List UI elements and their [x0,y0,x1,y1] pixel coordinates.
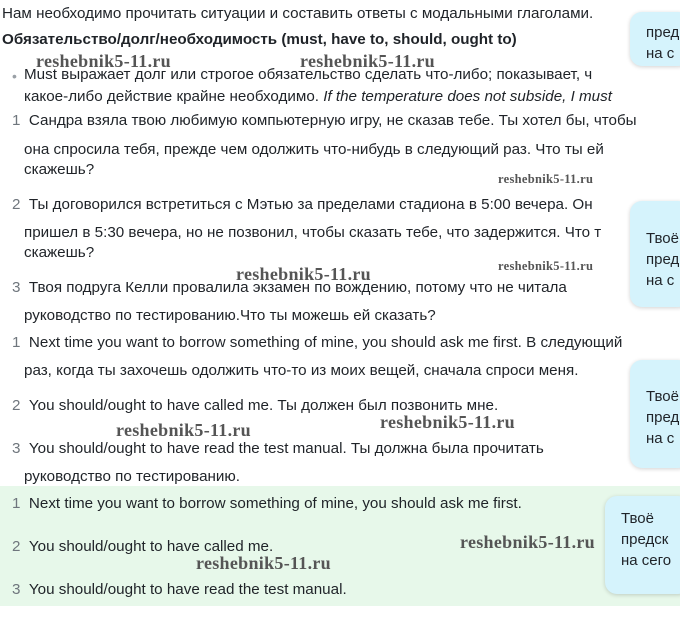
hint-bubble-line: на с [646,430,675,447]
watermark: reshebnik5-11.ru [236,264,371,284]
answer-final-3 [12,581,347,598]
watermark: reshebnik5-11.ru [498,172,594,186]
answer-text: Next time you want to borrow something of mine, you should ask me first. В следующий [28,334,623,351]
hint-bubble-line: Твоё [646,388,679,405]
hint-bubble-line: на сего [621,552,672,569]
situation-3-line-2: руководство по тестированию.Что ты можешь ей сказать? [24,307,436,324]
item-number: 3 [12,581,21,598]
hint-bubble-line: Твоё [621,510,654,527]
situation-text: Сандра взяла твою любимую компьютерную игру, не сказав тебе. Ты хотел бы, чтобы [28,112,637,129]
item-number: 3 [12,279,21,296]
answer-translated-1-line-2: раз, когда ты захочешь одолжить что-то из моих вещей, сначала спроси меня. [24,362,579,379]
watermark: reshebnik5-11.ru [498,259,594,273]
item-number: 2 [12,397,21,414]
hint-bubble-line: Твоё [646,230,679,247]
answer-text: You should/ought to have read the test manual. [28,581,347,598]
item-number: 3 [12,440,21,457]
rule-line-2 [24,88,612,105]
watermark: reshebnik5-11.ru [116,420,251,440]
rule-line-2-text: какое-либо действие крайне необходимо. [24,88,324,105]
item-number: 2 [12,538,21,555]
situation-2 [12,196,593,213]
watermark: reshebnik5-11.ru [36,51,171,71]
situation-2-line-2: пришел в 5:30 вечера, но не позвонил, чтобы сказать тебе, что задержится. Что т [24,224,602,241]
item-number: 2 [12,196,21,213]
hint-bubble-line: пред [646,409,680,426]
situation-text: Ты договорился встретиться с Мэтью за пределами стадиона в 5:00 вечера. Он [28,196,593,213]
situation-1 [12,112,637,129]
watermark: reshebnik5-11.ru [196,553,331,573]
answer-translated-1 [12,334,622,351]
hint-bubble-line: на с [646,272,675,289]
item-number: 1 [12,334,21,351]
hint-bubble-line: предск [621,531,669,548]
situation-text: Твоя подруга Келли провалила экзамен по вождению, потому что не читала [28,279,567,296]
answer-text: Next time you want to borrow something of mine, you should ask me first. [28,495,522,512]
hint-bubble-line: на с [646,45,675,62]
item-number: 1 [12,495,21,512]
rule-example: If the temperature does not subside, I must [323,88,612,105]
hint-bubble-1[interactable] [630,12,680,66]
rule-line-1: Must выражает долг или строгое обязательство сделать что-либо; показывает, ч [24,66,593,83]
answer-text: You should/ought to have called me. [28,538,274,555]
answer-final-1 [12,495,522,512]
watermark: reshebnik5-11.ru [300,51,435,71]
section-heading: Обязательство/долг/необходимость (must, have to, should, ought to) [2,31,517,48]
answer-text: You should/ought to have read the test manual. Ты должна была прочитать [28,440,544,457]
item-number: 1 [12,112,21,129]
situation-2-line-3: скажешь? [24,244,95,261]
hint-bubble-4[interactable] [605,496,680,594]
situation-1-line-3: скажешь? [24,161,95,178]
answer-text: You should/ought to have called me. Ты должен был позвонить мне. [28,397,499,414]
bullet-dot-icon: • [12,68,17,84]
answer-translated-3-line-2: руководство по тестированию. [24,468,240,485]
watermark: reshebnik5-11.ru [460,532,595,552]
situation-1-line-2: она спросила тебя, прежде чем одолжить что-нибудь в следующий раз. Что ты ей [24,141,604,158]
intro-text: Нам необходимо прочитать ситуации и составить ответы с модальными глаголами. [2,5,594,22]
hint-bubble-line: пред [646,24,680,41]
answer-translated-3 [12,440,544,457]
hint-bubble-line: пред [646,251,680,268]
watermark: reshebnik5-11.ru [380,412,515,432]
hint-bubble-2[interactable] [630,201,680,307]
hint-bubble-3[interactable] [630,360,680,468]
